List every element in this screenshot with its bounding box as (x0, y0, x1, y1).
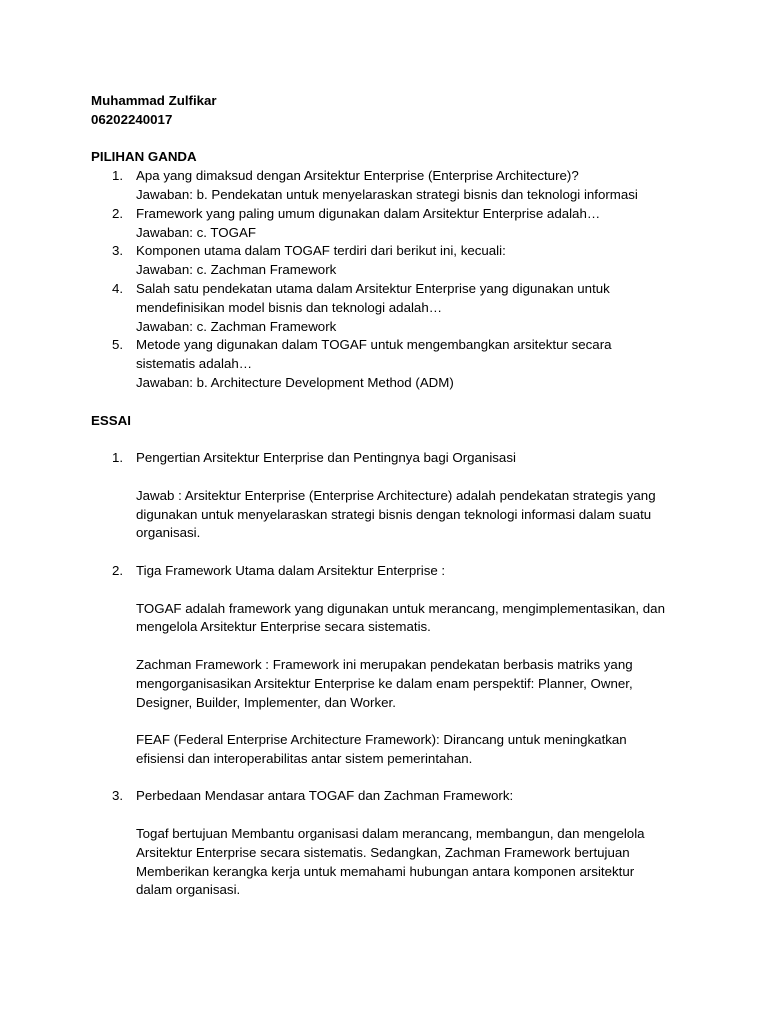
item-number: 2. (112, 562, 124, 578)
spacer (91, 581, 691, 600)
item-number: 1. (112, 168, 124, 184)
essay-question-3 (91, 787, 691, 806)
essay-paragraph: Jawab : Arsitektur Enterprise (Enterprise Architecture) adalah pendekatan strategis yang digunakan untuk menyelaraskan strategi bisnis dengan teknologi informasi dalam suatu organisasi. (136, 487, 656, 541)
essay-title: Pengertian Arsitektur Enterprise dan Pentingnya bagi Organisasi (136, 450, 516, 466)
list-item (91, 280, 691, 336)
item-number: 3. (112, 788, 124, 804)
student-id: 06202240017 (91, 111, 173, 127)
item-number: 1. (112, 450, 124, 466)
list-item (91, 167, 691, 205)
answer-text: Jawaban: b. Pendekatan untuk menyelaraskan strategi bisnis dan teknologi informasi (136, 186, 638, 202)
spacer (91, 130, 691, 149)
essay-answer-1 (91, 487, 691, 543)
essay-question-2 (91, 562, 691, 581)
essay-paragraph: FEAF (Federal Enterprise Architecture Framework): Dirancang untuk meningkatkan efisiensi dan interoperabilitas antar sistem pemerintahan. (136, 732, 627, 766)
spacer (91, 543, 691, 562)
item-number: 3. (112, 243, 124, 259)
answer-text: Jawaban: c. Zachman Framework (136, 318, 337, 334)
spacer (91, 769, 691, 788)
student-name: Muhammad Zulfikar (91, 93, 217, 108)
list-item (91, 205, 691, 243)
question-text: Framework yang paling umum digunakan dalam Arsitektur Enterprise adalah… (136, 205, 601, 221)
answer-text: Jawaban: c. TOGAF (136, 224, 256, 240)
spacer (91, 393, 691, 412)
item-number: 2. (112, 205, 124, 221)
essay-title: Perbedaan Mendasar antara TOGAF dan Zachman Framework: (136, 788, 514, 804)
list-item (91, 242, 691, 280)
multiple-choice-list (91, 167, 691, 393)
item-number: 4. (112, 280, 124, 296)
answer-text: Jawaban: c. Zachman Framework (136, 262, 337, 278)
item-number: 5. (112, 337, 124, 353)
essay-paragraph: Togaf bertujuan Membantu organisasi dalam merancang, membangun, dan mengelola Arsitektur Enterprise secara sistematis. Sedangkan, Zachman Framework bertujuan Memberikan kerangka kerja untuk memahami hubungan antara komponen arsitektur dalam organisasi. (136, 826, 645, 898)
essay-answer-2 (91, 600, 691, 769)
answer-text: Jawaban: b. Architecture Development Method (ADM) (136, 374, 454, 390)
document-page (91, 92, 691, 900)
essay-paragraph: TOGAF adalah framework yang digunakan untuk merancang, mengimplementasikan, dan mengelola Arsitektur Enterprise secara sistematis. (136, 600, 665, 635)
list-item (91, 336, 691, 392)
multiple-choice-heading: PILIHAN GANDA (91, 149, 197, 165)
question-text: Salah satu pendekatan utama dalam Arsitektur Enterprise yang digunakan untuk mendefinisikan model bisnis dan teknologi adalah… (136, 280, 610, 315)
essay-heading: ESSAI (91, 412, 131, 428)
essay-paragraph: Zachman Framework : Framework ini merupakan pendekatan berbasis matriks yang mengorganisasikan Arsitektur Enterprise ke dalam enam perspektif: Planner, Owner, Designer, Builder, Implementer, dan Worker. (136, 656, 633, 710)
question-text: Metode yang digunakan dalam TOGAF untuk mengembangkan arsitektur secara sistematis adalah… (136, 337, 612, 372)
essay-question-1 (91, 449, 691, 468)
essay-title: Tiga Framework Utama dalam Arsitektur Enterprise : (136, 562, 446, 578)
spacer (91, 806, 691, 825)
essay-answer-3 (91, 825, 691, 900)
spacer (91, 430, 691, 449)
question-text: Apa yang dimaksud dengan Arsitektur Enterprise (Enterprise Architecture)? (136, 168, 579, 184)
spacer (136, 712, 691, 731)
question-text: Komponen utama dalam TOGAF terdiri dari berikut ini, kecuali: (136, 243, 506, 259)
spacer (136, 637, 691, 656)
spacer (91, 468, 691, 487)
